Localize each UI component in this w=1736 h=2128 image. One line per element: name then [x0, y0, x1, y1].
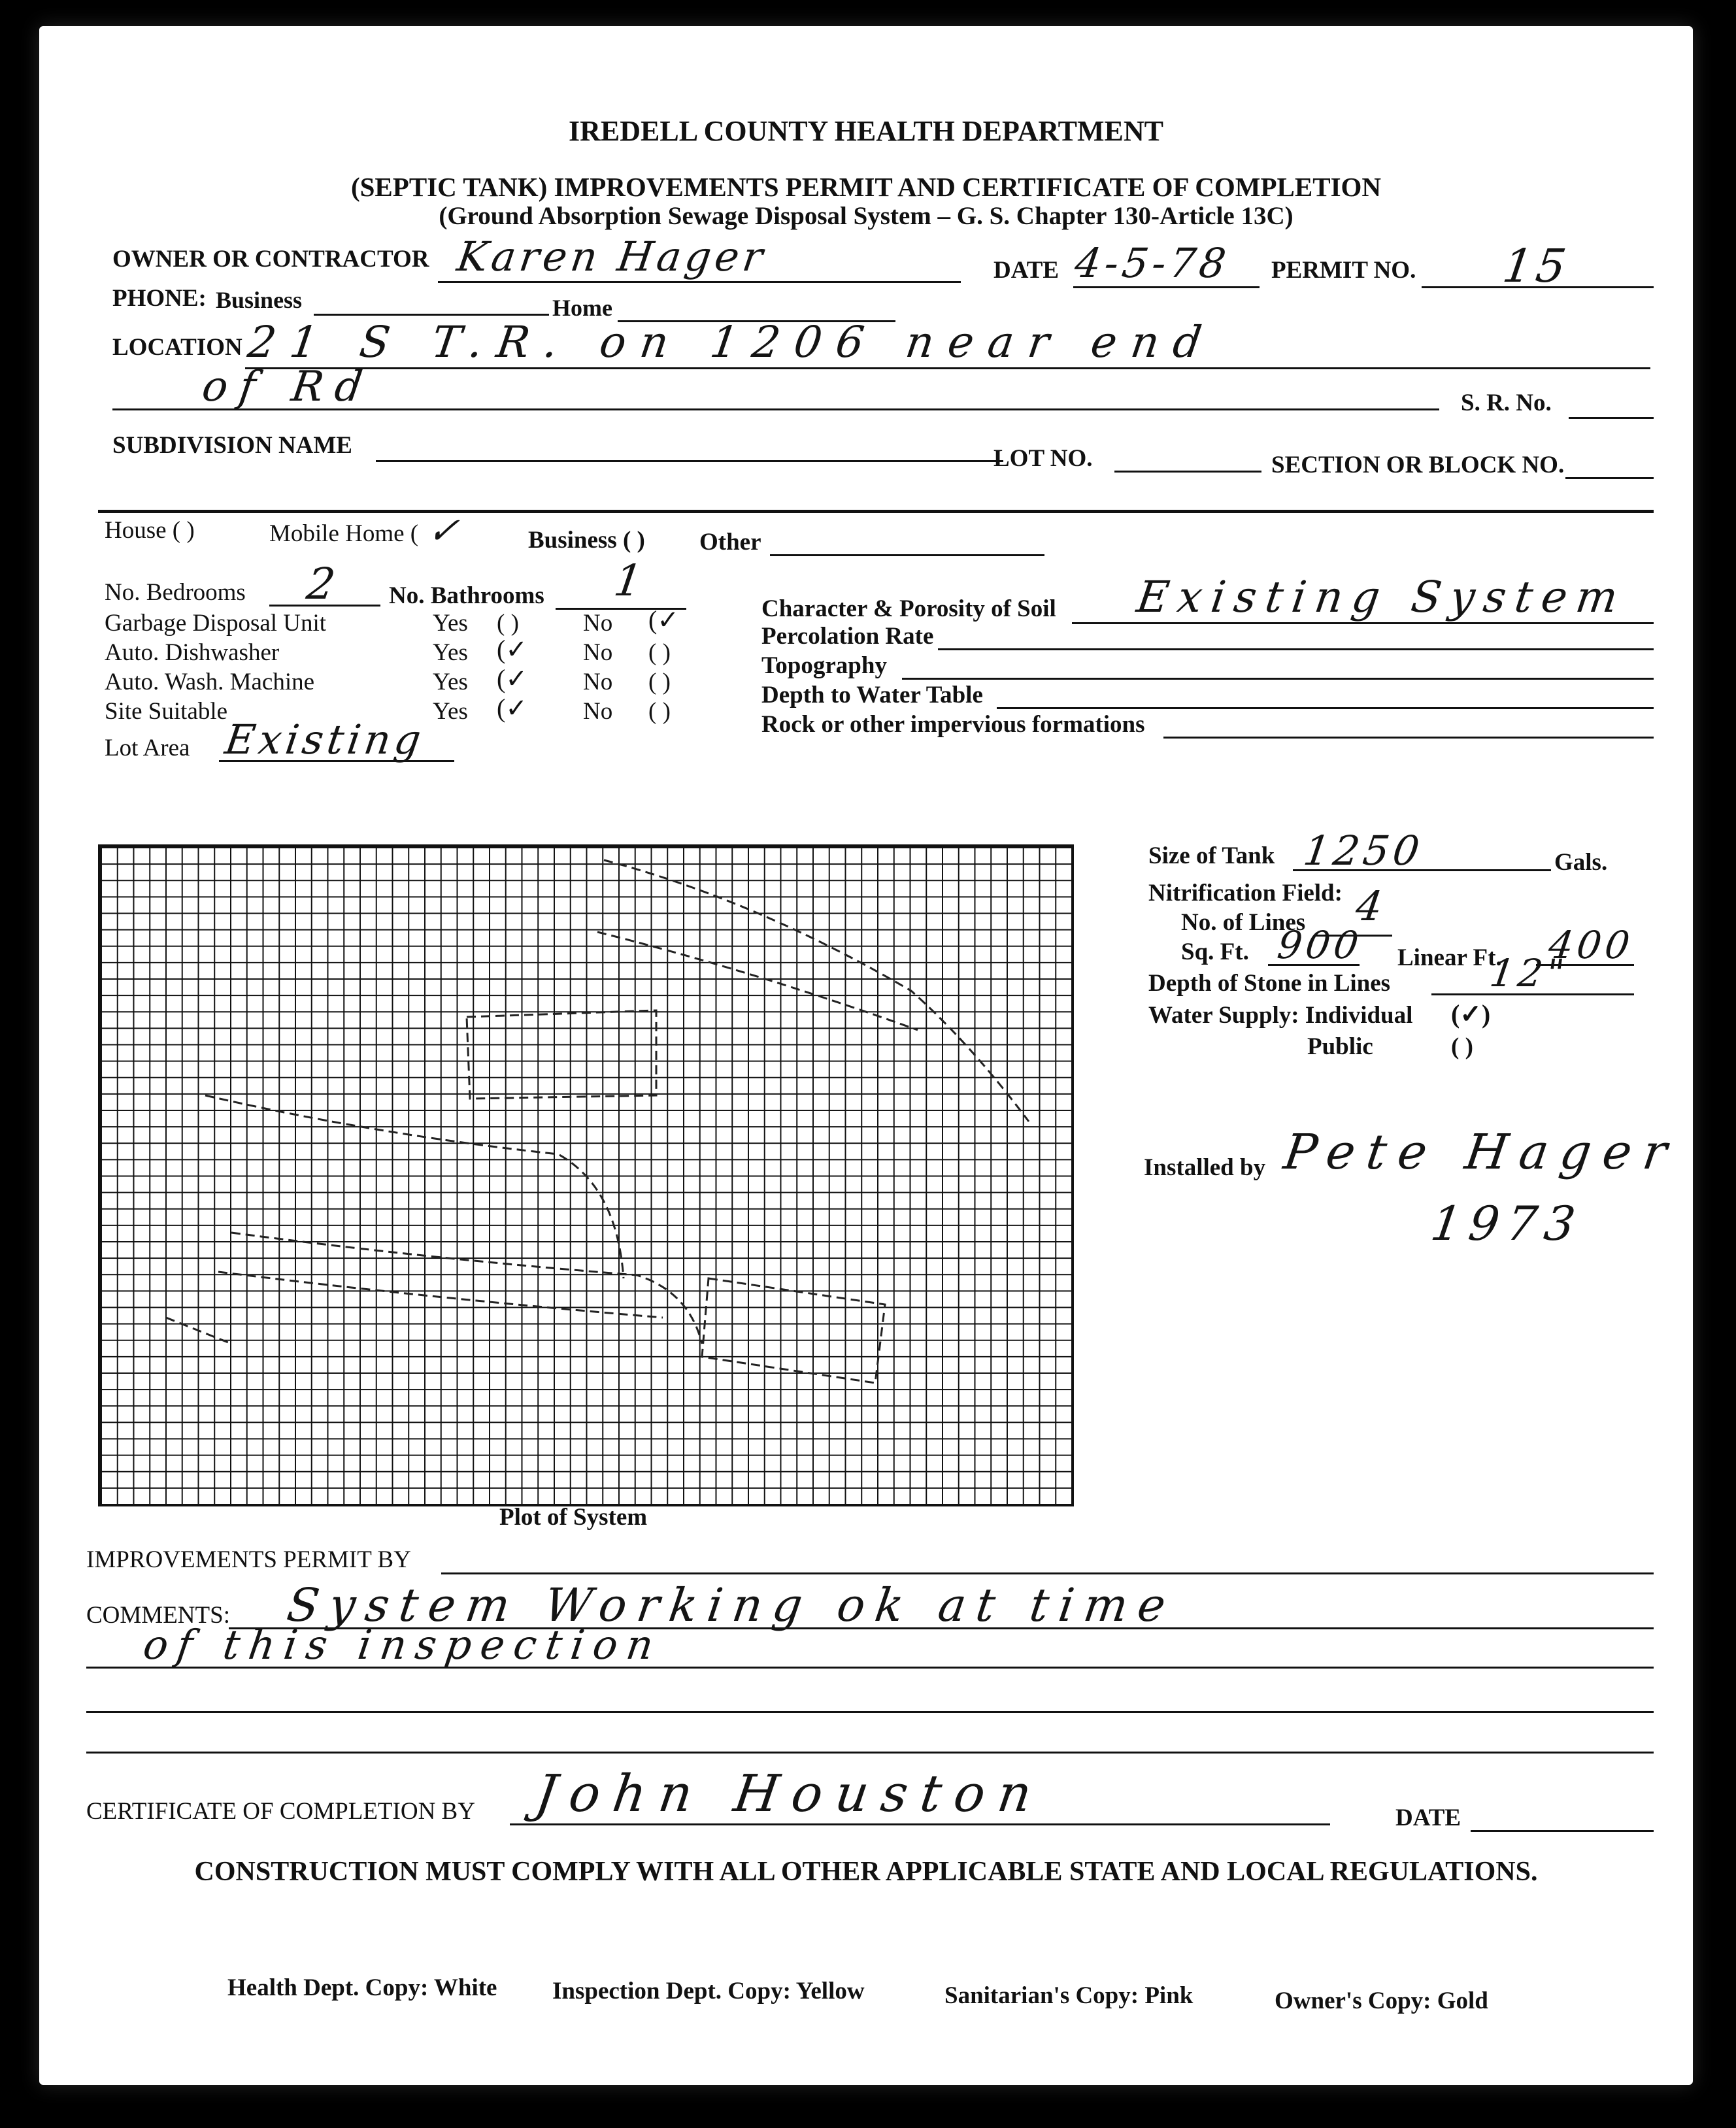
soil-character-line — [1072, 622, 1654, 624]
date-label: DATE — [993, 257, 1060, 284]
water-table-line — [997, 707, 1654, 709]
other-line — [770, 554, 1044, 556]
plot-caption: Plot of System — [499, 1504, 648, 1531]
sqft-value: 900 — [1275, 923, 1365, 967]
sr-line — [1569, 417, 1654, 419]
plot-grid — [98, 844, 1074, 1506]
washer-label: Auto. Wash. Machine — [105, 669, 315, 695]
lot-area-label: Lot Area — [105, 735, 190, 761]
date-value: 4-5-78 — [1071, 239, 1233, 287]
comments-value-1: System Working ok at time — [284, 1578, 1180, 1632]
improvements-label: IMPROVEMENTS PERMIT BY — [86, 1546, 411, 1573]
lot-area-value: Existing — [222, 716, 428, 763]
comments-value-2: of this inspection — [140, 1621, 666, 1669]
subdivision-label: SUBDIVISION NAME — [112, 432, 352, 459]
washer-no: ( ) — [648, 669, 671, 695]
lot-line — [1114, 471, 1261, 473]
installed-label: Installed by — [1144, 1154, 1266, 1181]
house-checkbox: House ( ) — [105, 517, 195, 544]
garbage-yes: ( ) — [497, 610, 519, 637]
topo-line — [902, 678, 1654, 680]
field-label: Nitrification Field: — [1148, 880, 1343, 906]
stone-label: Depth of Stone in Lines — [1148, 970, 1391, 997]
lines-value: 4 — [1352, 882, 1390, 930]
sqft-label: Sq. Ft. — [1181, 939, 1249, 965]
phone-home-label: Home — [552, 295, 612, 321]
site-yes: (✓ — [497, 693, 527, 723]
stone-value: 12" — [1487, 951, 1571, 995]
lines-label: No. of Lines — [1181, 909, 1306, 936]
location-value-2: of Rd — [199, 363, 377, 411]
site-no-label: No — [583, 698, 613, 725]
comments-line-4 — [86, 1752, 1654, 1754]
copy-inspection: Inspection Dept. Copy: Yellow — [552, 1978, 865, 2004]
topo-label: Topography — [761, 652, 887, 679]
owner-label: OWNER OR CONTRACTOR — [112, 246, 429, 273]
other-label: Other — [699, 529, 761, 556]
bedrooms-value: 2 — [303, 559, 342, 609]
certificate-date-label: DATE — [1395, 1804, 1461, 1831]
rock-label: Rock or other impervious formations — [761, 711, 1145, 738]
dishwasher-yes: (✓ — [497, 635, 527, 664]
water-public-label: Public — [1307, 1033, 1373, 1060]
water-table-label: Depth to Water Table — [761, 682, 983, 708]
water-individual: (✓) — [1451, 999, 1491, 1029]
dishwasher-no-label: No — [583, 639, 613, 666]
installed-year: 1973 — [1427, 1196, 1587, 1251]
location-label: LOCATION — [112, 334, 242, 361]
linear-label: Linear Ft. — [1397, 944, 1502, 971]
perc-line — [938, 648, 1654, 650]
site-no: ( ) — [648, 698, 671, 725]
copy-sanitarian: Sanitarian's Copy: Pink — [944, 1982, 1194, 2009]
location-line-1 — [245, 367, 1650, 369]
rock-line — [1163, 737, 1654, 739]
owner-line — [438, 281, 961, 283]
copy-health: Health Dept. Copy: White — [227, 1974, 497, 2001]
phone-business-label: Business — [216, 287, 303, 313]
phone-business-line — [314, 314, 549, 316]
garbage-label: Garbage Disposal Unit — [105, 610, 327, 637]
certificate-signature: John Houston — [531, 1765, 1048, 1823]
garbage-no: (✓ — [648, 605, 679, 635]
linear-value: 400 — [1546, 923, 1637, 967]
section-label: SECTION OR BLOCK NO. — [1271, 452, 1565, 478]
permit-value: 15 — [1499, 239, 1573, 293]
compliance-notice: CONSTRUCTION MUST COMPLY WITH ALL OTHER APPLICABLE STATE AND LOCAL REGULATIONS. — [194, 1857, 1538, 1887]
mobile-home-check: ✓ — [425, 510, 466, 552]
certificate-label: CERTIFICATE OF COMPLETION BY — [86, 1798, 475, 1825]
form-subtitle: (Ground Absorption Sewage Disposal System – G. S. Chapter 130-Article 13C) — [439, 202, 1294, 230]
comments-label: COMMENTS: — [86, 1602, 230, 1629]
dishwasher-yes-label: Yes — [433, 639, 468, 666]
bathrooms-value: 1 — [610, 556, 650, 606]
site-label: Site Suitable — [105, 698, 228, 725]
washer-no-label: No — [583, 669, 613, 695]
dishwasher-label: Auto. Dishwasher — [105, 639, 280, 666]
lot-label: LOT NO. — [993, 445, 1093, 472]
water-supply-label: Water Supply: Individual — [1148, 1002, 1413, 1029]
tank-size-value: 1250 — [1300, 827, 1426, 874]
permit-label: PERMIT NO. — [1271, 257, 1416, 284]
washer-yes-label: Yes — [433, 669, 468, 695]
mobile-home-label: Mobile Home ( — [269, 520, 419, 547]
certificate-line — [510, 1823, 1330, 1825]
form-title: (SEPTIC TANK) IMPROVEMENTS PERMIT AND CERTIFICATE OF COMPLETION — [350, 172, 1382, 202]
installed-value: Pete Hager — [1280, 1124, 1682, 1180]
phone-label: PHONE: — [112, 285, 207, 312]
owner-value: Karen Hager — [454, 233, 770, 280]
agency-title: IREDELL COUNTY HEALTH DEPARTMENT — [569, 115, 1163, 147]
subdivision-line — [376, 460, 1003, 462]
water-public: ( ) — [1451, 1033, 1473, 1060]
washer-yes: (✓ — [497, 664, 527, 693]
tank-gals-label: Gals. — [1554, 849, 1608, 876]
business-checkbox: Business ( ) — [528, 527, 645, 554]
comments-line-3 — [86, 1711, 1654, 1713]
plot-sketch — [101, 847, 1071, 1504]
soil-character-value: Existing System — [1133, 572, 1630, 622]
bathrooms-label: No. Bathrooms — [389, 582, 544, 609]
dishwasher-no: ( ) — [648, 639, 671, 666]
section-divider — [98, 510, 1654, 513]
copy-owner: Owner's Copy: Gold — [1275, 1987, 1488, 2014]
certificate-date-line — [1471, 1830, 1654, 1832]
garbage-no-label: No — [583, 610, 613, 637]
garbage-yes-label: Yes — [433, 610, 468, 637]
location-value-1: 21 S T.R. on 1206 near end — [244, 317, 1219, 367]
bedrooms-label: No. Bedrooms — [105, 579, 246, 606]
soil-character-label: Character & Porosity of Soil — [761, 595, 1056, 622]
permit-form — [39, 26, 1693, 2085]
sr-label: S. R. No. — [1461, 390, 1552, 416]
section-line — [1565, 477, 1654, 479]
perc-label: Percolation Rate — [761, 623, 934, 650]
site-yes-label: Yes — [433, 698, 468, 725]
tank-size-label: Size of Tank — [1148, 842, 1275, 869]
improvements-line — [441, 1572, 1654, 1574]
